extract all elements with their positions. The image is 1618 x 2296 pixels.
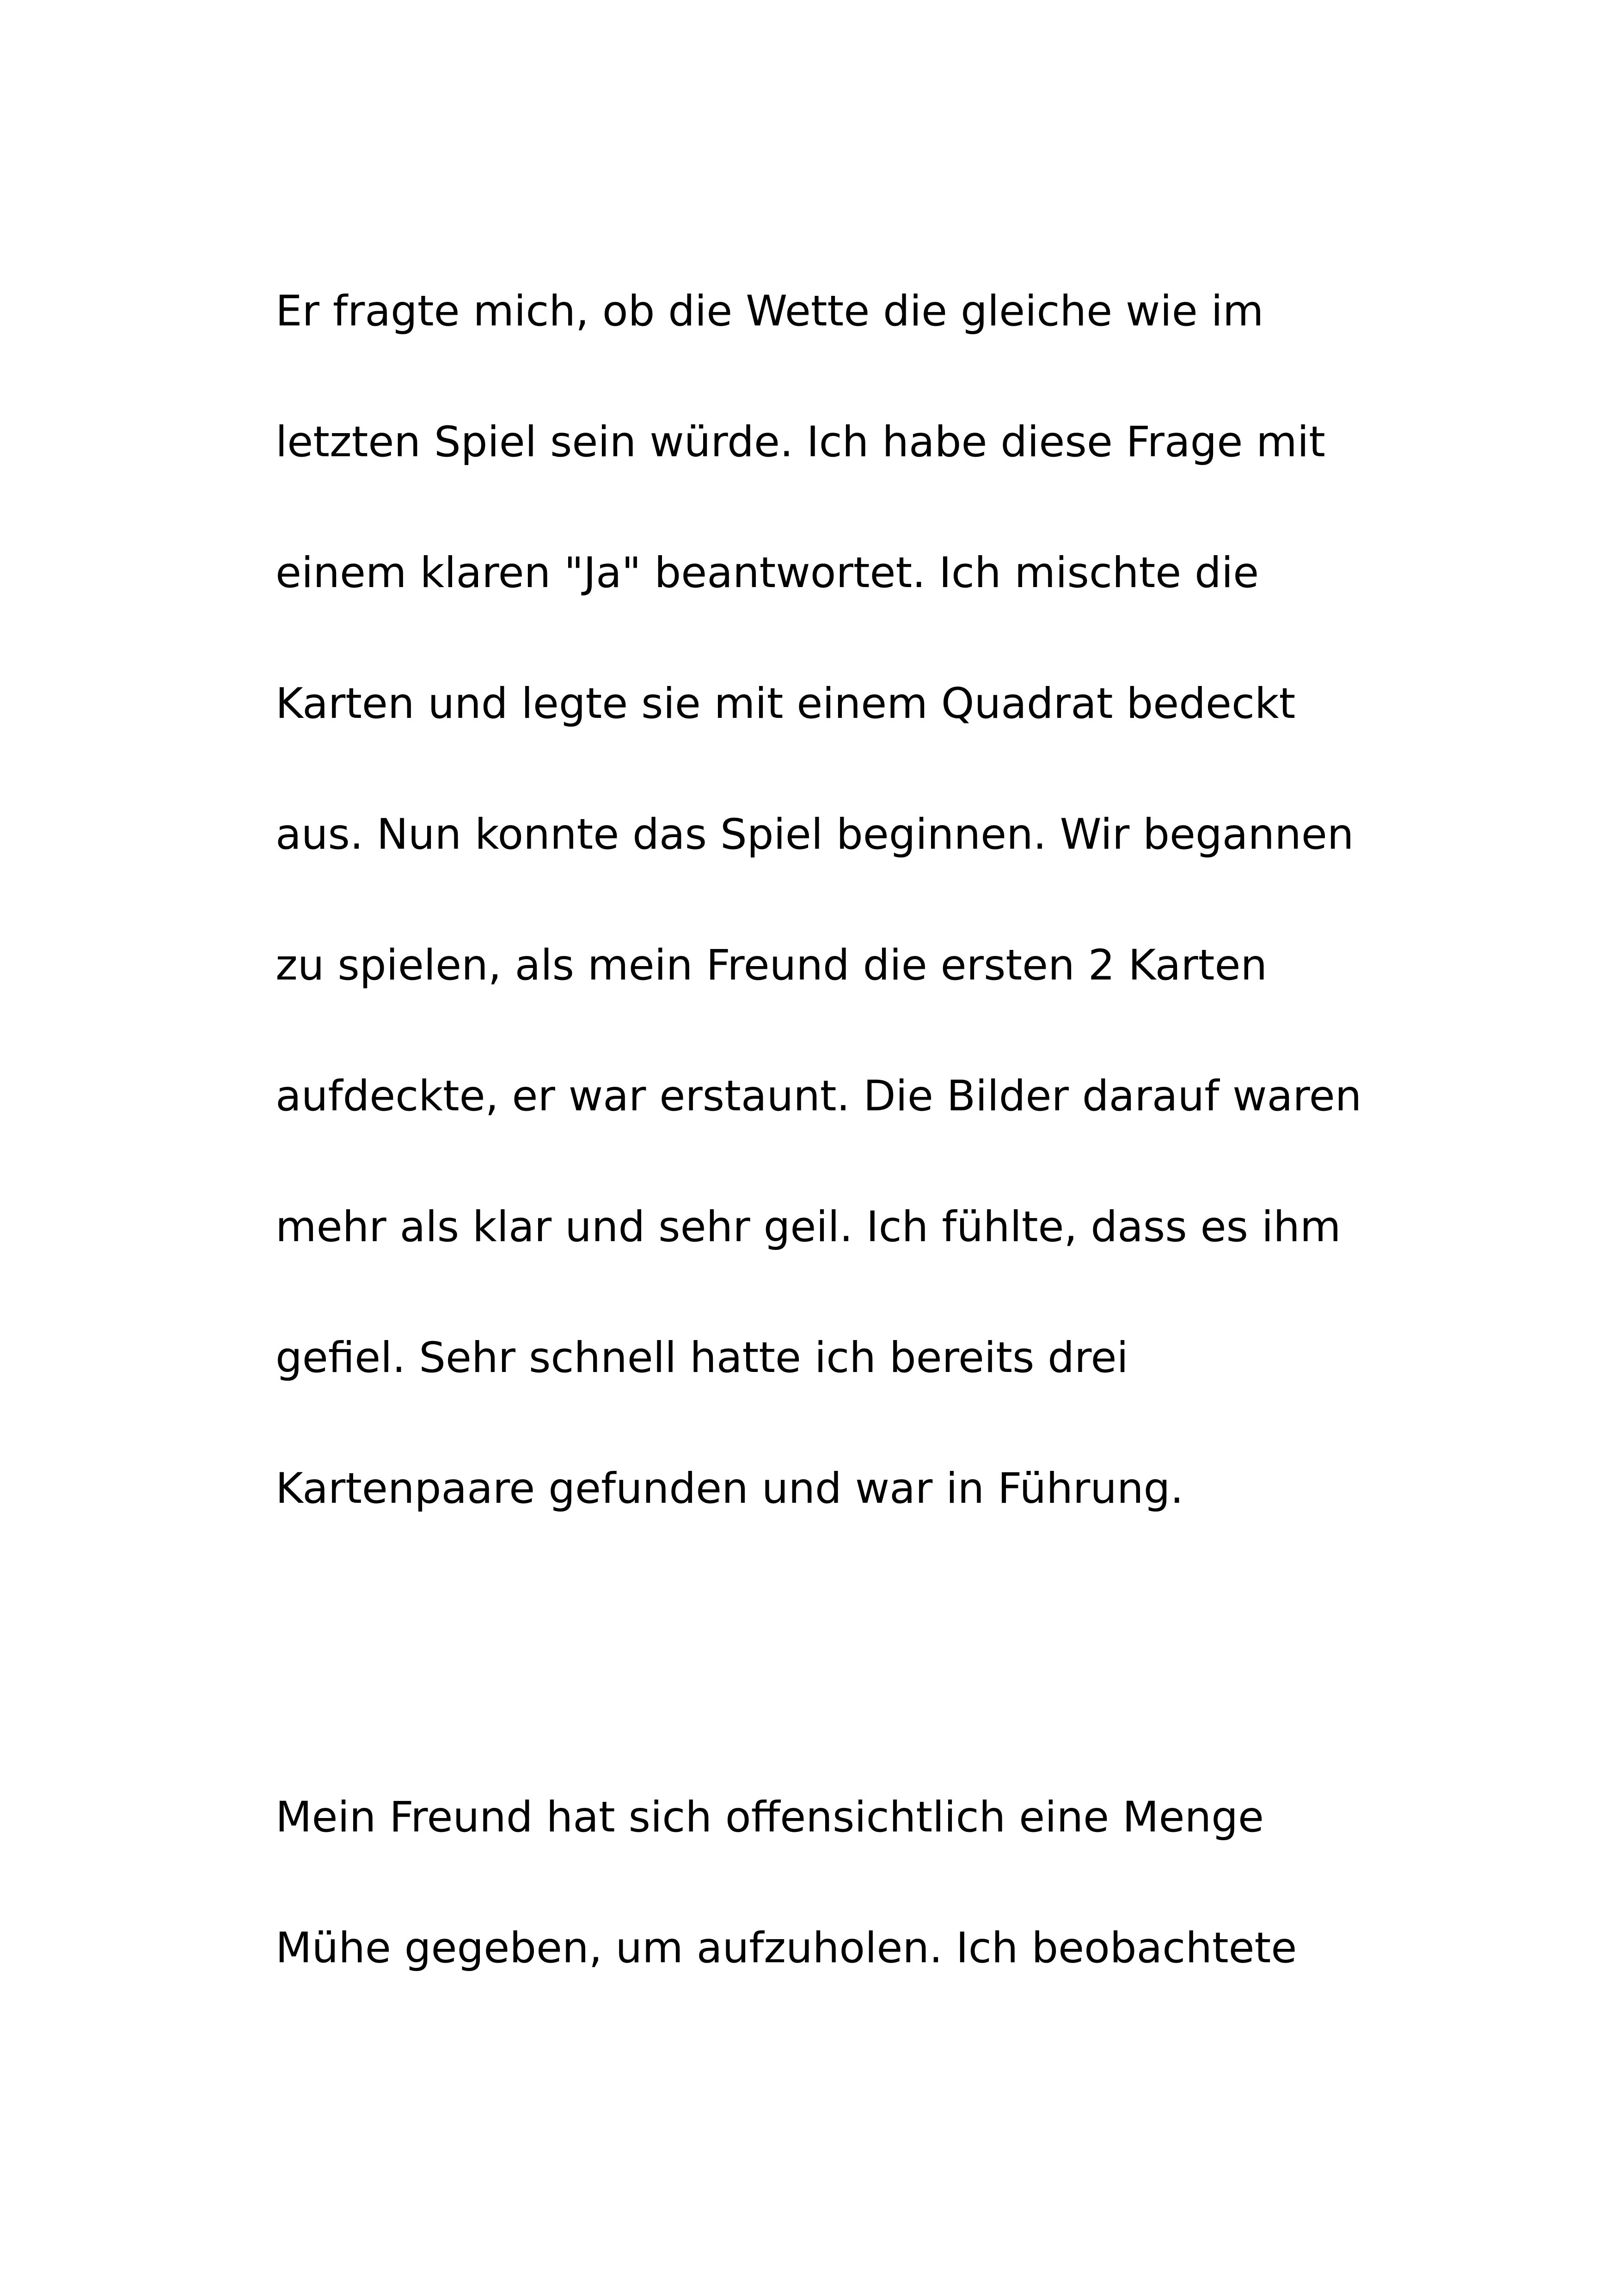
text-line: zu spielen, als mein Freund die ersten 2 Karten bbox=[276, 941, 1268, 990]
text-line: Er fragte mich, ob die Wette die gleiche wie im bbox=[276, 287, 1264, 336]
text-line: gefiel. Sehr schnell hatte ich bereits drei bbox=[276, 1334, 1128, 1382]
text-line: einem klaren "Ja" beantwortet. Ich mischte die bbox=[276, 549, 1259, 597]
text-line: aus. Nun konnte das Spiel beginnen. Wir begannen bbox=[276, 810, 1354, 859]
text-line: mehr als klar und sehr geil. Ich fühlte, dass es ihm bbox=[276, 1203, 1341, 1251]
text-line: Karten und legte sie mit einem Quadrat bedeckt bbox=[276, 680, 1296, 728]
text-line: aufdeckte, er war erstaunt. Die Bilder darauf waren bbox=[276, 1072, 1362, 1120]
text-line: Kartenpaare gefunden und war in Führung. bbox=[276, 1464, 1184, 1513]
text-line: letzten Spiel sein würde. Ich habe diese Frage mit bbox=[276, 418, 1325, 466]
text-line: Mein Freund hat sich offensichtlich eine Menge bbox=[276, 1793, 1264, 1842]
text-line: Mühe gegeben, um aufzuholen. Ich beobachtete bbox=[276, 1924, 1297, 1972]
paragraph bbox=[276, 246, 1524, 1554]
paragraph bbox=[276, 1752, 1524, 2014]
